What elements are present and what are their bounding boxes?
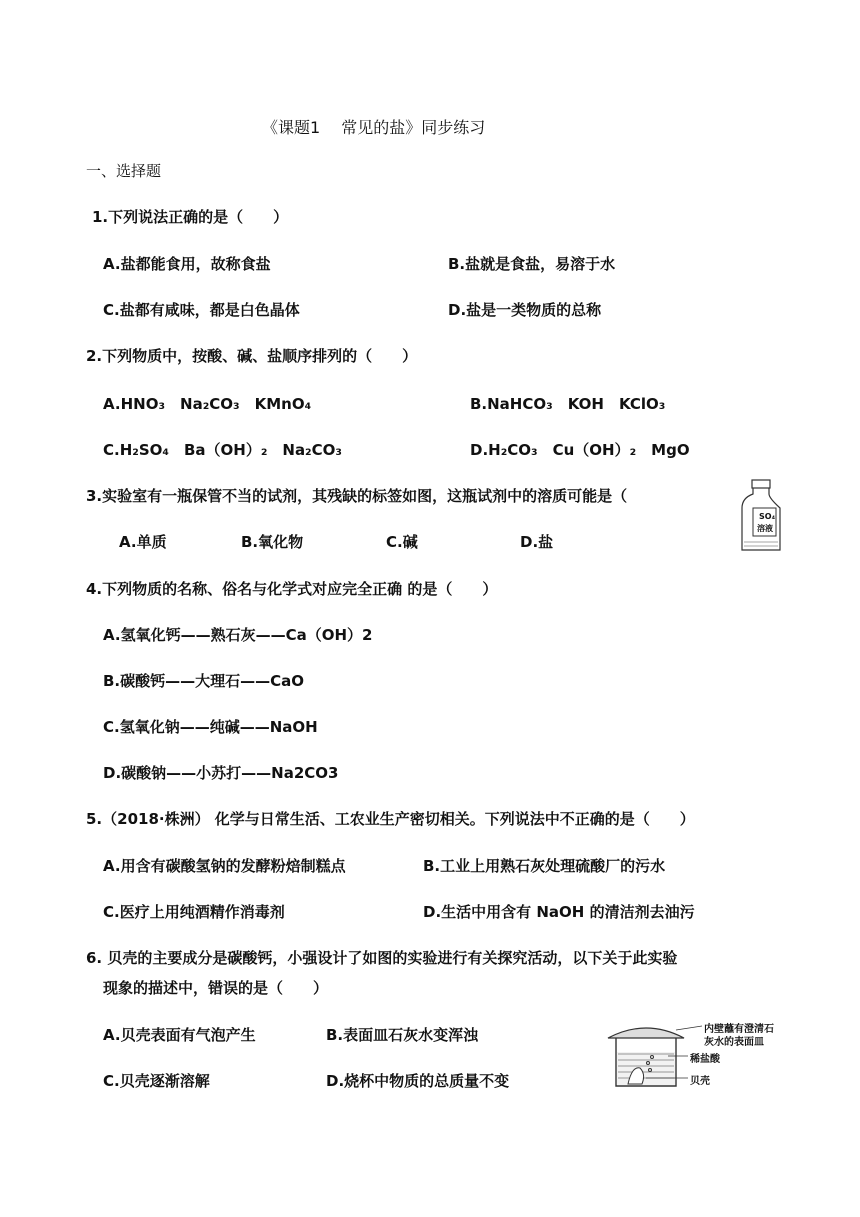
question-4-option-c: C.氢氧化钠——纯碱——NaOH xyxy=(103,718,318,736)
question-6-option-a: A.贝壳表面有气泡产生 xyxy=(103,1026,256,1044)
question-5-option-c: C.医疗上用纯酒精作消毒剂 xyxy=(103,903,285,921)
question-5-option-a: A.用含有碳酸氢钠的发酵粉焙制糕点 xyxy=(103,857,346,875)
question-4-option-d: D.碳酸钠——小苏打——Na2CO3 xyxy=(103,764,339,782)
question-1-option-a: A.盐都能食用，故称食盐 xyxy=(103,255,271,273)
question-6-option-d: D.烧杯中物质的总质量不变 xyxy=(326,1072,510,1090)
question-2-option-d: D.H₂CO₃ Cu（OH）₂ MgO xyxy=(470,441,690,459)
question-6-option-c: C.贝壳逐渐溶解 xyxy=(103,1072,210,1090)
question-2-option-b: B.NaHCO₃ KOH KClO₃ xyxy=(470,395,666,413)
section-heading: 一、选择题 xyxy=(86,162,162,180)
question-6-stem-line2: 现象的描述中，错误的是（ ） xyxy=(103,979,329,997)
watch-glass-label-line1: 内壁蘸有澄清石 xyxy=(704,1024,774,1035)
question-2-stem: 2.下列物质中，按酸、碱、盐顺序排列的（ ） xyxy=(86,347,418,365)
question-1-stem: 1.下列说法正确的是（ ） xyxy=(92,208,289,226)
question-5-stem: 5.（2018·株洲） 化学与日常生活、工农业生产密切相关。下列说法中不正确的是（ ） xyxy=(86,810,695,828)
question-3-stem: 3.实验室有一瓶保管不当的试剂，其残缺的标签如图，这瓶试剂中的溶质可能是（ xyxy=(86,487,628,505)
question-6-stem-line1: 6. 贝壳的主要成分是碳酸钙，小强设计了如图的实验进行有关探究活动，以下关于此实验 xyxy=(86,949,678,967)
watch-glass-label-line2: 灰水的表面皿 xyxy=(704,1037,764,1048)
question-5-option-d: D.生活中用含有 NaOH 的清洁剂去油污 xyxy=(423,903,695,921)
dilute-acid-label: 稀盐酸 xyxy=(690,1054,720,1065)
question-1-option-b: B.盐就是食盐，易溶于水 xyxy=(448,255,616,273)
question-1-option-d: D.盐是一类物质的总称 xyxy=(448,301,602,319)
shell-label: 贝壳 xyxy=(690,1076,710,1087)
question-5-option-b: B.工业上用熟石灰处理硫酸厂的污水 xyxy=(423,857,666,875)
question-4-option-b: B.碳酸钙——大理石——CaO xyxy=(103,672,305,690)
question-3-option-a: A.单质 xyxy=(119,533,167,551)
question-6-option-b: B.表面皿石灰水变浑浊 xyxy=(326,1026,479,1044)
question-4-stem: 4.下列物质的名称、俗名与化学式对应完全正确 的是（ ） xyxy=(86,580,498,598)
question-3-option-b: B.氧化物 xyxy=(241,533,304,551)
reagent-bottle-figure xyxy=(738,478,784,554)
question-2-option-a: A.HNO₃ Na₂CO₃ KMnO₄ xyxy=(103,395,312,413)
beaker-experiment-figure xyxy=(606,1016,786,1092)
question-4-option-a: A.氢氧化钙——熟石灰——Ca（OH）2 xyxy=(103,626,373,644)
question-2-option-c: C.H₂SO₄ Ba（OH）₂ Na₂CO₃ xyxy=(103,441,342,459)
question-3-option-d: D.盐 xyxy=(520,533,554,551)
bottle-label-solution: 溶液 xyxy=(757,524,773,533)
bottle-label-formula: SO₄ xyxy=(759,512,776,521)
question-3-option-c: C.碱 xyxy=(386,533,418,551)
question-1-option-c: C.盐都有咸味，都是白色晶体 xyxy=(103,301,300,319)
page-title: 《课题1 常见的盐》同步练习 xyxy=(262,118,486,137)
